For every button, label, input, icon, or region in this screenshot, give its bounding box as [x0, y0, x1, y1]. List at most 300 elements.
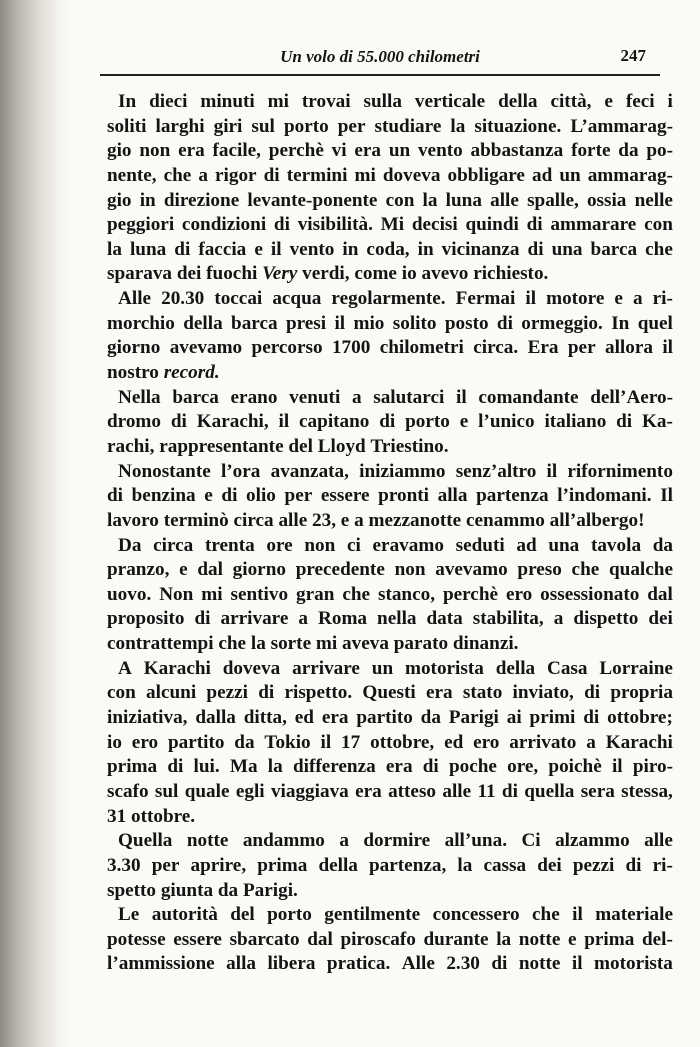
word: abbastanza — [470, 140, 564, 162]
word: stanco, — [377, 583, 436, 605]
word: ottobre; — [607, 707, 673, 729]
word: ottobre, — [370, 731, 435, 753]
word: aprire, — [190, 854, 247, 876]
word: giri — [213, 115, 243, 137]
text-line — [107, 262, 673, 287]
word: erano — [230, 386, 278, 408]
text-line — [107, 731, 673, 756]
word: alla — [437, 485, 468, 507]
word: dal — [307, 928, 333, 950]
word: forte — [571, 140, 611, 162]
word: e — [179, 559, 188, 581]
word: Karachi, — [196, 411, 269, 433]
word: un — [371, 657, 394, 679]
word: data — [426, 608, 463, 630]
text-line — [107, 361, 673, 386]
word: della — [498, 91, 538, 112]
word: era — [355, 780, 382, 802]
text-line — [107, 829, 673, 854]
word: in — [417, 238, 434, 260]
word: potesse — [107, 928, 166, 950]
word: sparava — [107, 263, 177, 285]
word: piro- — [632, 756, 673, 778]
word: Triestino. — [370, 435, 454, 457]
word: mi — [201, 583, 223, 605]
word: circa — [233, 509, 279, 531]
word: che — [163, 164, 192, 186]
word: ri- — [652, 854, 673, 876]
word: verdi, — [302, 263, 355, 285]
scan-page-edge-shadow — [0, 0, 70, 1047]
word: seduti — [455, 534, 505, 556]
word: piroscafo — [340, 928, 416, 950]
word: 31 — [107, 805, 131, 827]
word: quale — [184, 780, 230, 802]
word: Lloyd — [317, 435, 371, 457]
word: di — [107, 485, 124, 507]
word: che — [342, 583, 371, 605]
word: alle — [278, 509, 313, 531]
word: del — [288, 435, 318, 457]
text-line — [107, 854, 673, 879]
word: barca — [590, 238, 638, 260]
text-line — [107, 484, 673, 509]
word: 11 — [477, 780, 496, 802]
page-number: 247 — [620, 46, 646, 65]
word: partito — [356, 707, 413, 729]
word: soliti — [107, 115, 147, 137]
word: avanzata, — [270, 460, 349, 482]
word: dei — [176, 263, 207, 285]
word: e — [459, 411, 469, 433]
word: a — [351, 386, 362, 408]
word: preso — [517, 559, 562, 581]
word: in — [139, 189, 156, 211]
word: dei — [537, 854, 562, 876]
word: all’albergo! — [549, 509, 650, 531]
word: la — [450, 115, 466, 137]
text-line — [107, 780, 673, 805]
word: po- — [646, 140, 673, 162]
word: nella — [377, 608, 417, 630]
word: che — [532, 904, 560, 926]
word: quindi — [465, 214, 519, 236]
word: giorno — [107, 337, 161, 359]
word: e — [340, 509, 355, 531]
word: avevamo — [169, 337, 243, 359]
word: differenza — [292, 756, 376, 778]
running-title: Un volo di 55.000 chilometri — [280, 47, 480, 66]
word: con — [385, 189, 415, 211]
word: toccai — [214, 288, 263, 310]
word: nelle — [634, 189, 673, 211]
word: contrattempi — [107, 633, 219, 655]
word: In — [118, 91, 137, 112]
word: era — [354, 140, 382, 162]
word: di — [170, 411, 187, 433]
word: dal — [197, 559, 223, 581]
word: circa — [153, 534, 194, 556]
word: iniziativa, — [107, 707, 188, 729]
word: il — [572, 904, 583, 926]
word: alzammo — [555, 830, 630, 852]
word: trenta — [204, 534, 255, 556]
word: ero — [473, 731, 500, 753]
word: di — [273, 214, 290, 236]
word: trovai — [301, 91, 351, 112]
word: stabilita, — [472, 608, 544, 630]
word: minuti — [200, 91, 255, 112]
word: l’indomani. — [557, 485, 652, 507]
word: uovo. — [107, 583, 152, 605]
word: Questi — [362, 682, 416, 704]
word: durante — [423, 928, 489, 950]
word: di — [194, 608, 211, 630]
word: da — [217, 879, 243, 901]
text-line — [107, 139, 673, 164]
text-line — [107, 213, 673, 238]
word: spalle, — [527, 189, 579, 211]
word: Da — [118, 534, 142, 556]
word: città, — [550, 91, 592, 112]
word: che — [571, 559, 600, 581]
word: i — [667, 91, 673, 112]
word: facile, — [212, 140, 261, 162]
word: Fermai — [455, 288, 516, 310]
word: proposito — [107, 608, 185, 630]
word: arrivare — [220, 608, 289, 630]
word: nente, — [107, 164, 157, 186]
text-line — [107, 952, 673, 977]
word: di — [625, 854, 642, 876]
word: prima — [257, 854, 308, 876]
word: vento — [289, 238, 335, 260]
word: una — [551, 238, 583, 260]
word: ai — [506, 707, 522, 729]
text-line — [107, 534, 673, 559]
word: a — [198, 164, 208, 186]
word: L’ammarag- — [570, 115, 673, 137]
text-line — [107, 879, 673, 904]
word: Quella — [118, 830, 173, 852]
word: motorista — [404, 657, 484, 679]
word: ore — [266, 534, 293, 556]
text-line — [107, 657, 673, 682]
word: qualche — [608, 559, 673, 581]
word: il — [455, 386, 467, 408]
word: come — [354, 263, 402, 285]
word: dell’Aero- — [590, 386, 673, 408]
word: termini — [286, 164, 348, 186]
word: senz’altro — [455, 460, 537, 482]
word: un — [559, 164, 581, 186]
word: da — [652, 534, 673, 556]
word: sulla — [363, 91, 402, 112]
word: il — [320, 731, 332, 753]
word: ero — [131, 731, 159, 753]
word: ossessionato — [540, 583, 640, 605]
word: per — [337, 115, 366, 137]
word: terminò — [163, 509, 234, 531]
text-line — [107, 410, 673, 435]
word: era — [321, 707, 349, 729]
word: mezzanotte — [368, 509, 466, 531]
text-line — [107, 903, 673, 928]
word: per — [567, 337, 596, 359]
word: Nella — [118, 386, 161, 408]
word: alle — [644, 830, 673, 852]
word: di — [496, 312, 513, 334]
word: rigor — [215, 164, 257, 186]
word: alle — [490, 189, 519, 211]
word: In — [611, 312, 630, 334]
word: non — [139, 140, 171, 162]
word: il — [662, 337, 673, 359]
word: a — [339, 830, 349, 852]
text-line — [107, 805, 673, 830]
word: acqua — [272, 288, 322, 310]
word: ri- — [652, 288, 673, 310]
word: il — [525, 288, 537, 310]
word: vi — [331, 140, 347, 162]
word: 23, — [312, 509, 341, 531]
word: condizioni — [181, 214, 267, 236]
word: gentilmente — [324, 904, 421, 926]
word: essere — [320, 485, 370, 507]
word: perchè — [268, 140, 324, 162]
word: nostro — [107, 362, 164, 384]
word: capitano — [299, 411, 370, 433]
word: ed — [444, 731, 464, 753]
word: che — [645, 238, 673, 260]
word: pronti — [378, 485, 429, 507]
text-line — [107, 336, 673, 361]
word: Il — [660, 485, 673, 507]
word: per — [151, 854, 180, 876]
word: posto — [444, 312, 489, 334]
text-line — [107, 287, 673, 312]
word: era — [385, 756, 413, 778]
word: arrivare — [292, 657, 360, 679]
word: di — [583, 707, 600, 729]
word: per — [284, 485, 313, 507]
word: quella — [524, 780, 575, 802]
word: barca — [172, 386, 219, 408]
word: partito — [167, 731, 225, 753]
page-header — [100, 44, 660, 76]
text-line — [107, 681, 673, 706]
word: Casa — [546, 657, 588, 679]
word: parato — [393, 633, 453, 655]
word: del — [230, 904, 255, 926]
word: egli — [235, 780, 265, 802]
text-line — [107, 509, 673, 534]
word: io — [401, 263, 422, 285]
word: dieci — [149, 91, 188, 112]
word: da — [618, 140, 639, 162]
word: verticale — [414, 91, 486, 112]
word: fuochi — [206, 263, 263, 285]
text-line — [107, 607, 673, 632]
text-line — [107, 706, 673, 731]
word: la — [250, 633, 271, 655]
word: e — [614, 288, 623, 310]
word: A — [118, 657, 132, 679]
word: Alle — [401, 953, 435, 975]
text-line — [107, 460, 673, 485]
word: arrivato — [509, 731, 577, 753]
word: Le — [118, 904, 140, 926]
text-line — [107, 115, 673, 140]
word: Non — [159, 583, 194, 605]
word: di — [263, 164, 280, 186]
word: di — [167, 756, 184, 778]
word: partenza, — [369, 854, 447, 876]
word: sul — [154, 780, 179, 802]
word: l’ammissione — [107, 953, 215, 975]
word: la — [457, 854, 473, 876]
word: feci — [625, 91, 655, 112]
text-line — [107, 928, 673, 953]
word: Mi — [380, 214, 405, 236]
word: un — [388, 140, 411, 162]
word: sbarcato — [229, 928, 300, 950]
word: viaggiava — [270, 780, 349, 802]
word: ditta, — [243, 707, 287, 729]
word: sorte — [270, 633, 316, 655]
word: presi — [285, 312, 327, 334]
word: mi — [267, 91, 289, 112]
word: materiale — [595, 904, 673, 926]
word: pratica. — [326, 953, 391, 975]
word: rappresentante — [159, 435, 289, 457]
word: motorista — [594, 953, 673, 975]
word: dalla — [195, 707, 236, 729]
word: partenza — [476, 485, 549, 507]
text-line — [107, 238, 673, 263]
word: italiano — [544, 411, 607, 433]
word: ad — [532, 164, 553, 186]
word: la — [422, 189, 438, 211]
word: il — [278, 411, 290, 433]
word: benzina — [131, 485, 196, 507]
word: situazione. — [474, 115, 562, 137]
word: avevo — [421, 263, 474, 285]
word: lui. — [193, 756, 220, 778]
word: alle — [442, 780, 472, 802]
word: gio — [107, 140, 132, 162]
word: a — [632, 288, 643, 310]
word: dinanzi. — [452, 633, 524, 655]
word: Karachi — [605, 731, 673, 753]
word: non — [394, 559, 426, 581]
word: con — [107, 682, 136, 704]
word: di — [584, 682, 601, 704]
text-line — [107, 558, 673, 583]
word: atteso — [388, 780, 437, 802]
text-line — [107, 189, 673, 214]
word: autorità — [151, 904, 218, 926]
word: doveva — [222, 657, 281, 679]
word: visibilità. — [297, 214, 373, 236]
word: mi — [315, 633, 343, 655]
word: alla — [226, 953, 256, 975]
word: il — [270, 238, 282, 260]
word: e — [254, 238, 263, 260]
word: circa. — [473, 337, 519, 359]
word: dormire — [363, 830, 431, 852]
word: studiare — [374, 115, 442, 137]
word: Era — [527, 337, 559, 359]
word: giunta — [160, 879, 218, 901]
word: tavola — [590, 534, 642, 556]
word: l’ora — [220, 460, 261, 482]
word: record. — [163, 362, 225, 384]
word: propria — [610, 682, 673, 704]
word: da — [234, 731, 255, 753]
word: aveva — [342, 633, 394, 655]
word: prima — [584, 928, 635, 950]
word: peggiori — [107, 214, 175, 236]
word: chilometri — [379, 337, 464, 359]
word: in — [342, 238, 359, 260]
word: vento — [417, 140, 463, 162]
word: Lorraine — [599, 657, 673, 679]
word: luna — [129, 238, 167, 260]
word: a — [298, 608, 308, 630]
word: alcuni — [146, 682, 197, 704]
word: morchio — [107, 312, 175, 334]
word: stessa, — [621, 780, 673, 802]
word: e — [204, 485, 213, 507]
text-line — [107, 164, 673, 189]
word: il — [611, 756, 623, 778]
word: di — [422, 756, 439, 778]
word: libera — [267, 953, 316, 975]
word: barca — [231, 312, 278, 334]
word: doveva — [382, 164, 441, 186]
word: olio — [246, 485, 276, 507]
word: porto — [267, 904, 312, 926]
word: solito — [392, 312, 437, 334]
word: porto — [283, 115, 329, 137]
word: della — [318, 854, 358, 876]
word: l’unico — [478, 411, 535, 433]
word: prima — [107, 756, 158, 778]
word: ci — [346, 534, 361, 556]
word: mi — [354, 164, 376, 186]
word: faccia — [198, 238, 247, 260]
word: Roma — [318, 608, 368, 630]
word: il — [571, 953, 583, 975]
word: il — [546, 460, 558, 482]
word: ero — [505, 583, 533, 605]
word: gran — [296, 583, 335, 605]
word: cassa — [483, 854, 527, 876]
word: ormeggio. — [521, 312, 603, 334]
word: richiesto. — [473, 263, 554, 285]
word: Ka- — [642, 411, 673, 433]
word: che — [218, 633, 251, 655]
word: ottobre. — [130, 805, 200, 827]
text-line — [107, 435, 673, 460]
word: e — [604, 91, 613, 112]
word: rifornimento — [567, 460, 673, 482]
word: era — [178, 140, 205, 162]
word: luna — [445, 189, 482, 211]
word: perchè — [442, 583, 499, 605]
word: non — [304, 534, 336, 556]
